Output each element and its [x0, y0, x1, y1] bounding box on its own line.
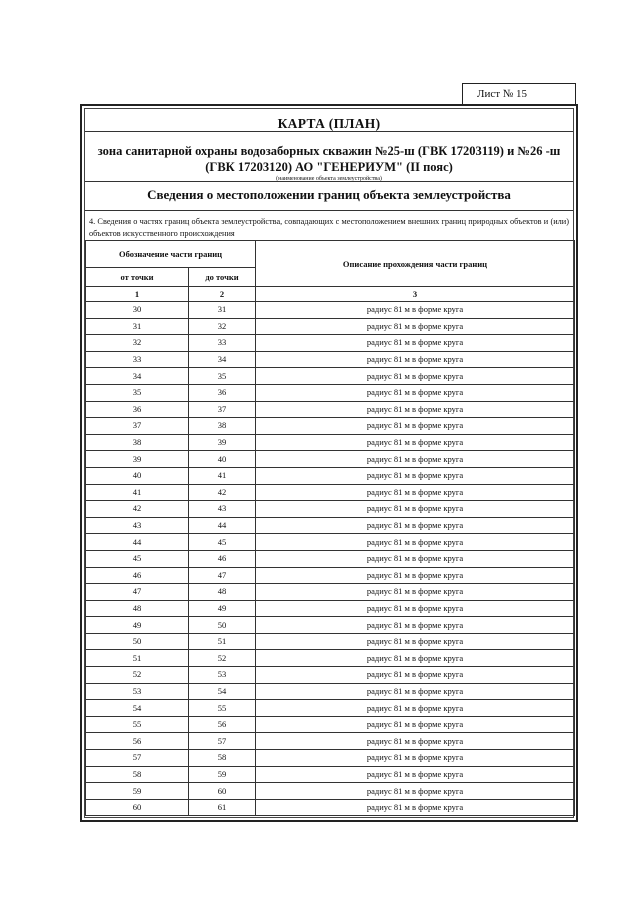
- table-row: [86, 733, 575, 750]
- to-point: 49: [189, 600, 256, 617]
- table-row: [86, 600, 575, 617]
- boundary-description: радиус 81 м в форме круга: [256, 600, 575, 617]
- table-row: [86, 467, 575, 484]
- col-number-1: 1: [86, 287, 189, 302]
- table-row: [86, 418, 575, 435]
- table-row: [86, 799, 575, 816]
- to-point: 38: [189, 418, 256, 435]
- table-row: [86, 335, 575, 352]
- boundary-description: радиус 81 м в форме круга: [256, 501, 575, 518]
- to-point: 33: [189, 335, 256, 352]
- from-point: 56: [86, 733, 189, 750]
- from-point: 42: [86, 501, 189, 518]
- boundary-description: радиус 81 м в форме круга: [256, 750, 575, 767]
- from-point: 48: [86, 600, 189, 617]
- col-number-3: 3: [256, 287, 575, 302]
- table-row: [86, 384, 575, 401]
- object-name-caption: (наименование объекта землеустройства): [276, 176, 382, 182]
- to-point: 35: [189, 368, 256, 385]
- to-point: 59: [189, 766, 256, 783]
- from-point: 49: [86, 617, 189, 634]
- boundary-description: радиус 81 м в форме круга: [256, 683, 575, 700]
- boundary-description: радиус 81 м в форме круга: [256, 368, 575, 385]
- boundary-description: радиус 81 м в форме круга: [256, 384, 575, 401]
- boundary-description: радиус 81 м в форме круга: [256, 650, 575, 667]
- to-point: 42: [189, 484, 256, 501]
- to-point: 41: [189, 467, 256, 484]
- to-point: 46: [189, 550, 256, 567]
- divider-line: [85, 210, 573, 211]
- boundary-description: радиус 81 м в форме круга: [256, 584, 575, 601]
- from-point: 50: [86, 633, 189, 650]
- from-point: 55: [86, 716, 189, 733]
- table-row: [86, 617, 575, 634]
- divider-line: [85, 181, 573, 182]
- from-point: 59: [86, 783, 189, 800]
- header-desc: Описание прохождения части границ: [256, 241, 575, 287]
- section-title: Сведения о местоположении границ объекта землеустройства: [147, 187, 511, 202]
- from-point: 43: [86, 517, 189, 534]
- to-point: 45: [189, 534, 256, 551]
- table-row: [86, 650, 575, 667]
- to-point: 39: [189, 434, 256, 451]
- to-point: 60: [189, 783, 256, 800]
- table-row: [86, 351, 575, 368]
- to-point: 51: [189, 633, 256, 650]
- boundary-description: радиус 81 м в форме круга: [256, 418, 575, 435]
- header-from: от точки: [86, 268, 189, 287]
- to-point: 56: [189, 716, 256, 733]
- table-row: [86, 783, 575, 800]
- to-point: 57: [189, 733, 256, 750]
- table-row: [86, 302, 575, 319]
- table-row: [86, 550, 575, 567]
- document-frame: [80, 104, 578, 822]
- table-row: [86, 750, 575, 767]
- from-point: 38: [86, 434, 189, 451]
- to-point: 61: [189, 799, 256, 816]
- table-row: [86, 451, 575, 468]
- boundary-description: радиус 81 м в форме круга: [256, 799, 575, 816]
- from-point: 35: [86, 384, 189, 401]
- header-to: до точки: [189, 268, 256, 287]
- boundary-description: радиус 81 м в форме круга: [256, 617, 575, 634]
- boundary-description: радиус 81 м в форме круга: [256, 667, 575, 684]
- from-point: 30: [86, 302, 189, 319]
- from-point: 58: [86, 766, 189, 783]
- to-point: 48: [189, 584, 256, 601]
- sheet-number-box: [462, 83, 576, 105]
- from-point: 57: [86, 750, 189, 767]
- to-point: 55: [189, 700, 256, 717]
- boundary-description: радиус 81 м в форме круга: [256, 318, 575, 335]
- boundary-table: [85, 240, 575, 816]
- from-point: 60: [86, 799, 189, 816]
- from-point: 34: [86, 368, 189, 385]
- from-point: 44: [86, 534, 189, 551]
- from-point: 46: [86, 567, 189, 584]
- boundary-description: радиус 81 м в форме круга: [256, 434, 575, 451]
- table-row: [86, 633, 575, 650]
- from-point: 31: [86, 318, 189, 335]
- item-text: 4. Сведения о частях границ объекта землеустройства, совпадающих с местоположением внешних границ природных объектов и (или) объектов искусственного происхождения: [89, 217, 569, 238]
- to-point: 50: [189, 617, 256, 634]
- table-row: [86, 368, 575, 385]
- to-point: 58: [189, 750, 256, 767]
- table-row: [86, 683, 575, 700]
- boundary-description: радиус 81 м в форме круга: [256, 567, 575, 584]
- boundary-description: радиус 81 м в форме круга: [256, 766, 575, 783]
- table-row: [86, 700, 575, 717]
- table-row: [86, 434, 575, 451]
- table-row: [86, 584, 575, 601]
- boundary-description: радиус 81 м в форме круга: [256, 467, 575, 484]
- boundary-description: радиус 81 м в форме круга: [256, 733, 575, 750]
- to-point: 36: [189, 384, 256, 401]
- from-point: 37: [86, 418, 189, 435]
- table-row: [86, 567, 575, 584]
- from-point: 53: [86, 683, 189, 700]
- from-point: 54: [86, 700, 189, 717]
- to-point: 32: [189, 318, 256, 335]
- from-point: 51: [86, 650, 189, 667]
- object-name: зона санитарной охраны водозаборных скважин №25-ш (ГВК 17203119) и №26 -ш (ГВК 17203120) АО "ГЕНЕРИУМ" (II пояс): [97, 144, 561, 174]
- boundary-description: радиус 81 м в форме круга: [256, 484, 575, 501]
- boundary-description: радиус 81 м в форме круга: [256, 716, 575, 733]
- to-point: 31: [189, 302, 256, 319]
- from-point: 41: [86, 484, 189, 501]
- to-point: 44: [189, 517, 256, 534]
- boundary-description: радиус 81 м в форме круга: [256, 517, 575, 534]
- boundary-description: радиус 81 м в форме круга: [256, 335, 575, 352]
- to-point: 52: [189, 650, 256, 667]
- boundary-description: радиус 81 м в форме круга: [256, 783, 575, 800]
- boundary-description: радиус 81 м в форме круга: [256, 401, 575, 418]
- divider-line: [85, 131, 573, 132]
- boundary-description: радиус 81 м в форме круга: [256, 700, 575, 717]
- to-point: 37: [189, 401, 256, 418]
- boundary-description: радиус 81 м в форме круга: [256, 302, 575, 319]
- table-row: [86, 484, 575, 501]
- table-body: [86, 302, 575, 816]
- header-group: Обозначение части границ: [86, 241, 256, 268]
- from-point: 36: [86, 401, 189, 418]
- from-point: 40: [86, 467, 189, 484]
- from-point: 33: [86, 351, 189, 368]
- to-point: 54: [189, 683, 256, 700]
- boundary-description: радиус 81 м в форме круга: [256, 550, 575, 567]
- table-row: [86, 534, 575, 551]
- to-point: 34: [189, 351, 256, 368]
- table-row: [86, 716, 575, 733]
- table-row: [86, 667, 575, 684]
- from-point: 32: [86, 335, 189, 352]
- to-point: 47: [189, 567, 256, 584]
- table-row: [86, 318, 575, 335]
- boundary-description: радиус 81 м в форме круга: [256, 351, 575, 368]
- from-point: 52: [86, 667, 189, 684]
- boundary-description: радиус 81 м в форме круга: [256, 534, 575, 551]
- from-point: 45: [86, 550, 189, 567]
- map-title: КАРТА (ПЛАН): [277, 116, 381, 131]
- boundary-description: радиус 81 м в форме круга: [256, 633, 575, 650]
- col-number-2: 2: [189, 287, 256, 302]
- from-point: 39: [86, 451, 189, 468]
- boundary-description: радиус 81 м в форме круга: [256, 451, 575, 468]
- table-row: [86, 401, 575, 418]
- title-block: [85, 109, 573, 181]
- sheet-number: Лист № 15: [477, 88, 528, 100]
- to-point: 40: [189, 451, 256, 468]
- to-point: 53: [189, 667, 256, 684]
- table-row: [86, 501, 575, 518]
- to-point: 43: [189, 501, 256, 518]
- table-row: [86, 766, 575, 783]
- table-row: [86, 517, 575, 534]
- document-inner-frame: [84, 108, 574, 818]
- from-point: 47: [86, 584, 189, 601]
